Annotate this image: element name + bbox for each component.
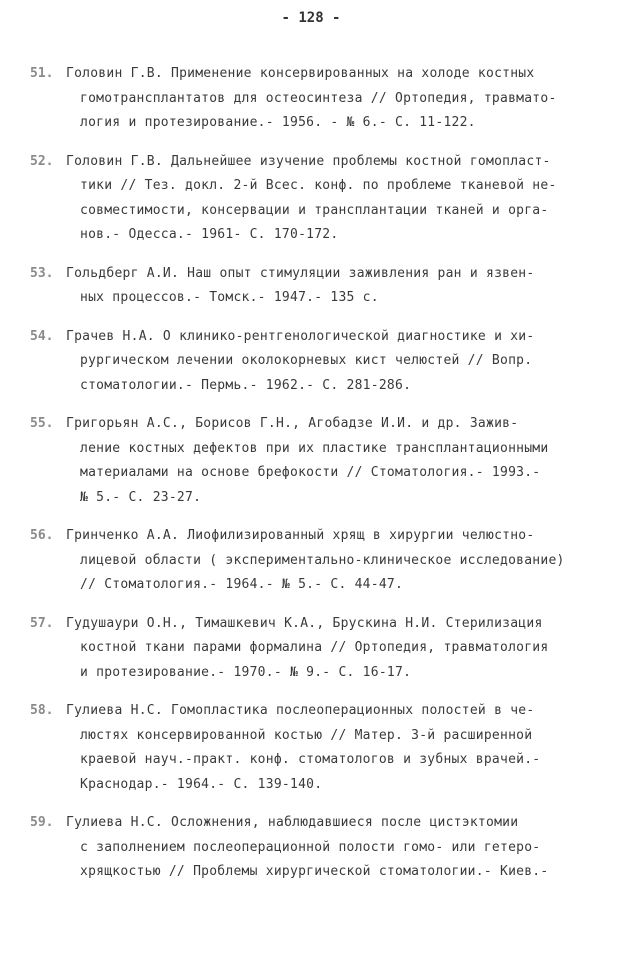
entry-text-line: Головин Г.В. Дальнейшее изучение проблемы костной гомопласт- — [66, 153, 551, 169]
bibliography-entry — [30, 811, 595, 885]
entry-text-line: Григорьян А.С., Борисов Г.Н., Агобадзе И.И. и др. Зажив- — [66, 416, 519, 431]
entry-text-line: краевой науч.-практ. конф. стоматологов и зубных врачей.- — [80, 752, 541, 767]
entry-text-line: № 5.- С. 23-27. — [80, 489, 202, 505]
bibliography-entry — [30, 150, 595, 248]
entry-text-line: // Стоматология.- 1964.- № 5.- С. 44-47. — [80, 577, 404, 592]
entry-text-line: тики // Тез. докл. 2-й Всес. конф. по проблеме тканевой не- — [80, 178, 557, 193]
entry-text-line: ных процессов.- Томск.- 1947.- 135 с. — [80, 290, 379, 305]
bibliography-entry — [30, 699, 595, 797]
entry-text-line: гомотрансплантатов для остеосинтеза // Ортопедия, травмато- — [80, 90, 557, 106]
bibliography-list — [30, 62, 595, 899]
entry-text-line: костной ткани парами формалина // Ортопедия, травматология — [80, 640, 549, 655]
entry-text-line: Грачев Н.А. О клинико-рентгенологической диагностике и хи- — [66, 328, 535, 344]
bibliography-entry — [30, 62, 595, 136]
entry-text-line: хрящкостью // Проблемы хирургической стоматологии.- Киев.- — [80, 864, 549, 879]
entry-text-line: Краснодар.- 1964.- С. 139-140. — [80, 776, 323, 792]
entry-number: 59. — [30, 815, 54, 830]
entry-text-line: нов.- Одесса.- 1961- С. 170-172. — [80, 227, 339, 242]
bibliography-entry — [30, 325, 595, 399]
page-number: - 128 - — [281, 10, 341, 26]
entry-text-line: Гудушаури О.Н., Тимашкевич К.А., Брускина Н.И. Стерилизация — [66, 615, 543, 631]
entry-number: 54. — [30, 328, 54, 344]
entry-text-line: материалами на основе брефокости // Стоматология.- 1993.- — [80, 465, 541, 480]
entry-text-line: лицевой области ( экспериментально-клиническое исследование) — [80, 552, 565, 568]
entry-text-line: Гулиева Н.С. Осложнения, наблюдавшиеся после цистэктомии — [66, 815, 519, 830]
entry-text-line: ление костных дефектов при их пластике трансплантационными — [80, 440, 549, 456]
entry-text-line: Головин Г.В. Применение консервированных на холоде костных — [66, 66, 535, 81]
entry-text-line: рургическом лечении околокорневых кист челюстей // Вопр. — [80, 353, 533, 368]
entry-text-line: Гольдберг А.И. Наш опыт стимуляции заживления ран и язвен- — [66, 265, 535, 281]
entry-text-line: совместимости, консервации и трансплантации тканей и орга- — [80, 202, 549, 218]
entry-text-line: логия и протезирование.- 1956. - № 6.- С. 11-122. — [80, 115, 476, 130]
entry-text-line: Гринченко А.А. Лиофилизированный хрящ в хирургии челюстно- — [66, 528, 535, 543]
entry-text-line: и протезирование.- 1970.- № 9.- С. 16-17. — [80, 664, 412, 680]
entry-number: 53. — [30, 265, 54, 281]
bibliography-entry — [30, 262, 595, 311]
entry-text-line: Гулиева Н.С. Гомопластика послеоперационных полостей в че- — [66, 703, 535, 718]
bibliography-entry — [30, 612, 595, 686]
bibliography-entry — [30, 412, 595, 510]
entry-number: 51. — [30, 66, 54, 81]
bibliography-entry — [30, 524, 595, 598]
entry-text-line: стоматологии.- Пермь.- 1962.- С. 281-286. — [80, 377, 412, 393]
entry-number: 52. — [30, 153, 54, 169]
entry-number: 58. — [30, 703, 54, 718]
entry-text-line: люстях консервированной костью // Матер. 3-й расширенной — [80, 727, 533, 743]
entry-text-line: с заполнением послеоперационной полости гомо- или гетеро- — [80, 839, 541, 855]
entry-number: 57. — [30, 615, 54, 631]
entry-number: 55. — [30, 416, 54, 431]
entry-number: 56. — [30, 528, 54, 543]
